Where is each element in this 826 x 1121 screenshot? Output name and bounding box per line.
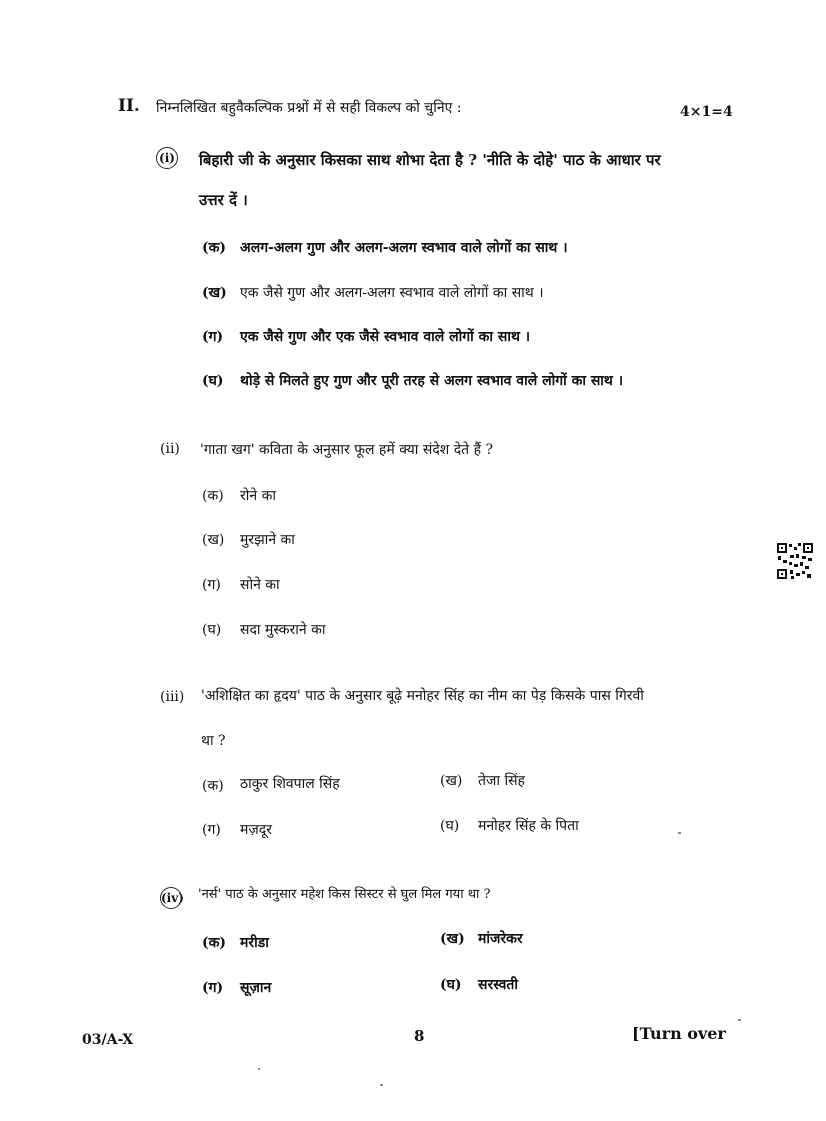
section-instruction: निम्नलिखित बहुवैकल्पिक प्रश्नों में से सही विकल्प को चुनिए : xyxy=(156,100,462,116)
option-text: ठाकुर शिवपाल सिंह xyxy=(240,776,340,792)
scan-speck xyxy=(678,832,681,834)
paper-code: 03/A-X xyxy=(82,1032,134,1048)
option-label: (ख) xyxy=(202,532,225,548)
option-text: तेजा सिंह xyxy=(478,773,525,789)
option-text: सरस्वती xyxy=(478,977,519,993)
option-text: रोने का xyxy=(240,488,276,504)
question-number: (iv) xyxy=(160,887,182,909)
question-text: बिहारी जी के अनुसार किसका साथ शोभा देता है ? 'नीति के दोहे' पाठ के आधार पर xyxy=(199,151,661,169)
option-label: (घ) xyxy=(202,622,222,638)
question-text-continued: था ? xyxy=(201,733,226,749)
question-text-continued: उत्तर दें । xyxy=(199,191,248,209)
scan-speck xyxy=(738,1019,741,1021)
scan-speck xyxy=(258,1068,260,1070)
option-text: सदा मुस्कराने का xyxy=(240,622,326,638)
question-text: 'नर्स' पाठ के अनुसार महेश किस सिस्टर से घुल मिल गया था ? xyxy=(198,887,491,902)
option-label: (ग) xyxy=(202,329,224,345)
option-text: मांजरेकर xyxy=(478,931,523,947)
option-label: (क) xyxy=(202,240,226,256)
option-text: एक जैसे गुण और एक जैसे स्वभाव वाले लोगों का साथ । xyxy=(240,329,531,345)
option-text: सूज़ान xyxy=(240,980,272,996)
turn-over-label: [Turn over xyxy=(632,1024,726,1043)
page-number: 8 xyxy=(414,1027,425,1045)
option-text: अलग-अलग गुण और अलग-अलग स्वभाव वाले लोगों का साथ । xyxy=(240,240,568,256)
scan-speck xyxy=(380,1084,383,1086)
option-label: (ग) xyxy=(202,980,224,996)
option-text: सोने का xyxy=(240,577,280,593)
option-text: मनोहर सिंह के पिता xyxy=(478,818,579,834)
question-text: 'गाता खग' कविता के अनुसार फूल हमें क्या संदेश देते हैं ? xyxy=(200,442,493,458)
option-label: (क) xyxy=(202,488,224,504)
option-label: (घ) xyxy=(440,818,460,834)
option-text: एक जैसे गुण और अलग-अलग स्वभाव वाले लोगों का साथ । xyxy=(240,285,544,301)
question-number: (i) xyxy=(156,147,178,169)
question-number: (ii) xyxy=(160,441,180,457)
option-text: मुरझाने का xyxy=(240,532,295,548)
section-marks: 4×1=4 xyxy=(680,104,733,120)
option-text: मज़दूर xyxy=(240,822,272,838)
option-text: थोड़े से मिलते हुए गुण और पूरी तरह से अलग स्वभाव वाले लोगों का साथ । xyxy=(240,373,624,389)
option-label: (ख) xyxy=(202,285,227,301)
option-text: मरीडा xyxy=(240,935,269,951)
section-number: II. xyxy=(118,96,140,116)
option-label: (घ) xyxy=(202,373,224,389)
option-label: (ख) xyxy=(440,773,463,789)
question-text: 'अशिक्षित का हृदय' पाठ के अनुसार बूढ़े मनोहर सिंह का नीम का पेड़ किसके पास गिरवी xyxy=(201,688,644,704)
option-label: (घ) xyxy=(440,977,462,993)
qr-code-icon xyxy=(776,542,814,580)
option-label: (ग) xyxy=(202,822,221,838)
option-label: (क) xyxy=(202,935,226,951)
option-label: (ख) xyxy=(440,931,465,947)
option-label: (ग) xyxy=(202,577,221,593)
option-label: (क) xyxy=(202,778,224,794)
question-number: (iii) xyxy=(160,689,185,705)
